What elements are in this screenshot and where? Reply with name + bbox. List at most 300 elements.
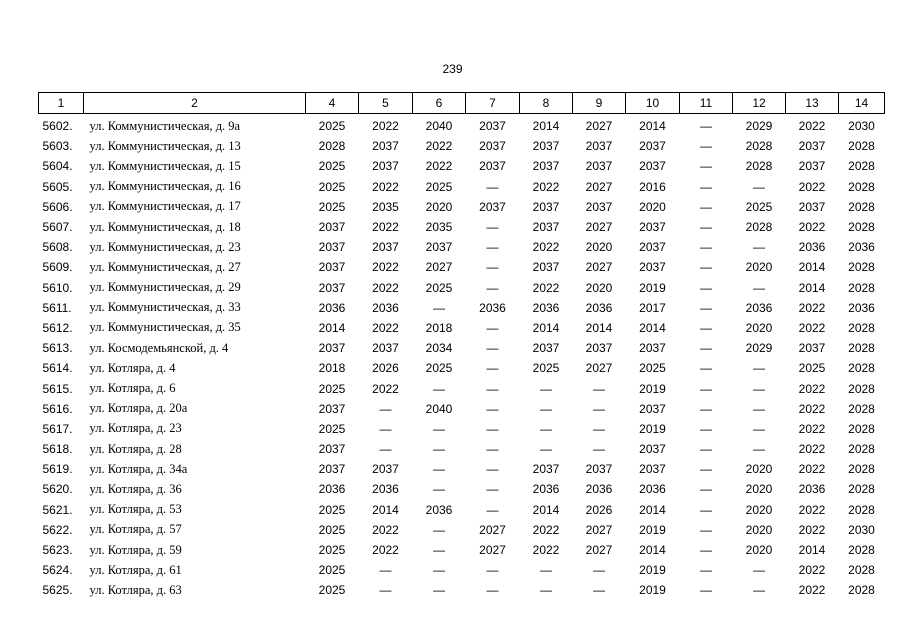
- year-cell: —: [486, 361, 499, 376]
- year-cell: 2037: [532, 260, 560, 275]
- year-cell: 2027: [479, 543, 506, 558]
- year-cell: 2037: [798, 159, 826, 174]
- year-cell: 2027: [425, 260, 453, 275]
- address-cell: ул. Коммунистическая, д. 27: [89, 259, 241, 274]
- column-header: 7: [466, 93, 520, 114]
- year-cell: —: [486, 280, 499, 295]
- year-cell: 2037: [639, 260, 666, 275]
- year-cell: 2026: [585, 502, 613, 517]
- year-cell: —: [753, 179, 765, 194]
- page-number: 239: [442, 62, 463, 76]
- address-cell: ул. Котляра, д. 28: [89, 441, 182, 456]
- year-cell: 2034: [425, 341, 453, 356]
- year-cell: 2022: [372, 381, 399, 396]
- year-cell: 2036: [372, 482, 399, 497]
- year-cell: —: [700, 260, 712, 275]
- year-cell: 2037: [532, 220, 560, 235]
- year-cell: 2036: [318, 300, 346, 315]
- year-cell: 2037: [532, 462, 560, 477]
- year-cell: 2028: [848, 260, 875, 275]
- year-cell: 2028: [848, 401, 875, 416]
- year-cell: 2037: [639, 462, 666, 477]
- year-cell: —: [700, 361, 712, 376]
- row-number: 5615.: [42, 381, 73, 396]
- row-number: 5625.: [42, 583, 73, 598]
- year-cell: —: [700, 583, 712, 598]
- row-number: 5613.: [42, 341, 73, 356]
- table-row: [39, 338, 885, 358]
- year-cell: 2022: [798, 563, 826, 578]
- address-cell: ул. Котляра, д. 4: [89, 360, 176, 375]
- year-cell: 2036: [585, 300, 613, 315]
- year-cell: 2022: [425, 139, 453, 154]
- year-cell: 2025: [425, 361, 453, 376]
- year-cell: 2019: [639, 563, 666, 578]
- table-row: [39, 500, 885, 520]
- year-cell: —: [433, 300, 445, 315]
- year-cell: —: [486, 240, 499, 255]
- year-cell: —: [700, 320, 712, 335]
- year-cell: 2014: [318, 320, 346, 335]
- year-cell: 2028: [848, 462, 875, 477]
- year-cell: 2037: [639, 442, 666, 457]
- year-cell: 2037: [639, 139, 666, 154]
- column-header: 8: [520, 93, 573, 114]
- year-cell: —: [700, 442, 712, 457]
- year-cell: 2020: [585, 240, 613, 255]
- address-cell: ул. Коммунистическая, д. 23: [89, 239, 241, 254]
- row-number: 5621.: [42, 502, 73, 517]
- year-cell: 2025: [425, 179, 453, 194]
- table-row: [39, 278, 885, 298]
- table-row: [39, 177, 885, 197]
- year-cell: 2022: [532, 240, 560, 255]
- year-cell: 2025: [318, 179, 346, 194]
- year-cell: —: [593, 563, 605, 578]
- year-cell: 2022: [532, 522, 560, 537]
- column-header: 12: [733, 93, 786, 114]
- year-cell: 2037: [372, 462, 399, 477]
- year-cell: 2020: [745, 462, 773, 477]
- year-cell: 2022: [372, 119, 399, 134]
- year-cell: 2025: [318, 421, 346, 436]
- year-cell: 2036: [848, 240, 875, 255]
- row-number: 5603.: [42, 139, 73, 154]
- table-row: [39, 540, 885, 560]
- row-number: 5607.: [42, 220, 73, 235]
- year-cell: 2028: [848, 159, 875, 174]
- table-row: [39, 419, 885, 439]
- year-cell: 2037: [532, 159, 560, 174]
- year-cell: 2018: [425, 320, 453, 335]
- year-cell: 2037: [798, 341, 826, 356]
- year-cell: —: [700, 522, 712, 537]
- column-header: 2: [84, 93, 306, 114]
- year-cell: 2037: [318, 220, 346, 235]
- year-cell: 2025: [745, 199, 773, 214]
- table-row: [39, 318, 885, 338]
- year-cell: 2022: [798, 522, 826, 537]
- year-cell: —: [700, 563, 712, 578]
- address-cell: ул. Котляра, д. 20а: [89, 401, 188, 416]
- year-cell: 2037: [318, 240, 346, 255]
- row-number: 5609.: [42, 260, 73, 275]
- address-cell: ул. Коммунистическая, д. 16: [89, 179, 241, 194]
- year-cell: 2022: [798, 320, 826, 335]
- year-cell: 2014: [798, 280, 826, 295]
- column-header: 6: [413, 93, 466, 114]
- year-cell: —: [700, 139, 712, 154]
- year-cell: 2036: [318, 482, 346, 497]
- table-row: [39, 520, 885, 540]
- year-cell: —: [540, 583, 552, 598]
- row-number: 5620.: [42, 482, 73, 497]
- address-cell: ул. Котляра, д. 63: [89, 582, 182, 597]
- year-cell: 2016: [639, 179, 666, 194]
- year-cell: —: [540, 381, 552, 396]
- year-cell: 2037: [479, 139, 506, 154]
- year-cell: 2037: [318, 462, 346, 477]
- table-row: [39, 136, 885, 156]
- year-cell: —: [753, 442, 765, 457]
- year-cell: —: [753, 381, 765, 396]
- year-cell: 2030: [848, 119, 875, 134]
- table-row: [39, 298, 885, 318]
- year-cell: 2028: [848, 320, 875, 335]
- year-cell: 2036: [479, 300, 506, 315]
- year-cell: 2027: [585, 179, 613, 194]
- year-cell: —: [433, 482, 445, 497]
- table-body: [39, 114, 885, 601]
- year-cell: 2025: [532, 361, 560, 376]
- year-cell: 2020: [745, 482, 773, 497]
- year-cell: 2019: [639, 280, 666, 295]
- year-cell: 2037: [639, 159, 666, 174]
- address-cell: ул. Котляра, д. 59: [89, 542, 182, 557]
- year-cell: 2029: [745, 119, 773, 134]
- year-cell: —: [753, 563, 765, 578]
- year-cell: —: [700, 240, 712, 255]
- year-cell: 2022: [532, 179, 560, 194]
- year-cell: —: [486, 502, 499, 517]
- year-cell: 2027: [585, 220, 613, 235]
- year-cell: 2027: [585, 260, 613, 275]
- row-number: 5614.: [42, 361, 73, 376]
- year-cell: 2037: [318, 280, 346, 295]
- year-cell: 2022: [798, 381, 826, 396]
- year-cell: 2025: [425, 280, 453, 295]
- year-cell: 2025: [318, 381, 346, 396]
- year-cell: —: [486, 563, 499, 578]
- year-cell: —: [700, 159, 712, 174]
- row-number: 5602.: [42, 119, 73, 134]
- year-cell: 2022: [372, 543, 399, 558]
- year-cell: 2025: [318, 119, 346, 134]
- year-cell: —: [753, 361, 765, 376]
- year-cell: 2028: [848, 280, 875, 295]
- year-cell: —: [486, 220, 499, 235]
- year-cell: 2040: [425, 119, 453, 134]
- year-cell: 2019: [639, 583, 666, 598]
- year-cell: 2022: [798, 119, 826, 134]
- year-cell: 2028: [848, 543, 875, 558]
- year-cell: 2037: [798, 139, 826, 154]
- year-cell: 2036: [848, 300, 875, 315]
- year-cell: 2020: [745, 320, 773, 335]
- year-cell: 2037: [372, 159, 399, 174]
- year-cell: 2037: [479, 159, 506, 174]
- year-cell: 2022: [532, 280, 560, 295]
- header-row: [39, 93, 885, 114]
- year-cell: —: [700, 381, 712, 396]
- year-cell: —: [433, 543, 445, 558]
- year-cell: 2017: [639, 300, 666, 315]
- year-cell: —: [700, 421, 712, 436]
- address-cell: ул. Коммунистическая, д. 18: [89, 219, 241, 234]
- table-row: [39, 459, 885, 479]
- year-cell: 2014: [798, 260, 826, 275]
- year-cell: —: [700, 119, 712, 134]
- year-cell: 2028: [848, 563, 875, 578]
- column-header: 13: [786, 93, 839, 114]
- year-cell: —: [753, 401, 765, 416]
- year-cell: 2014: [639, 320, 666, 335]
- year-cell: 2022: [372, 522, 399, 537]
- address-cell: ул. Коммунистическая, д. 9а: [89, 118, 241, 133]
- year-cell: 2028: [745, 220, 773, 235]
- year-cell: 2025: [318, 583, 346, 598]
- year-cell: 2019: [639, 522, 666, 537]
- year-cell: —: [433, 563, 445, 578]
- year-cell: 2022: [425, 159, 453, 174]
- year-cell: 2027: [585, 522, 613, 537]
- year-cell: 2040: [425, 401, 453, 416]
- table-row: [39, 114, 885, 137]
- address-cell: ул. Коммунистическая, д. 35: [89, 320, 241, 335]
- address-cell: ул. Котляра, д. 57: [89, 522, 182, 537]
- year-cell: 2022: [798, 179, 826, 194]
- year-cell: —: [700, 401, 712, 416]
- year-cell: 2028: [848, 199, 875, 214]
- row-number: 5619.: [42, 462, 73, 477]
- year-cell: 2037: [372, 139, 399, 154]
- year-cell: —: [700, 300, 712, 315]
- year-cell: 2020: [425, 199, 453, 214]
- year-cell: 2025: [639, 361, 666, 376]
- year-cell: 2028: [848, 220, 875, 235]
- year-cell: 2026: [372, 361, 399, 376]
- year-cell: 2022: [372, 260, 399, 275]
- year-cell: —: [433, 583, 445, 598]
- year-cell: 2022: [372, 220, 399, 235]
- row-number: 5605.: [42, 179, 73, 194]
- row-number: 5616.: [42, 401, 73, 416]
- year-cell: 2028: [848, 381, 875, 396]
- year-cell: —: [379, 583, 392, 598]
- year-cell: —: [700, 543, 712, 558]
- year-cell: 2022: [798, 583, 826, 598]
- year-cell: 2025: [318, 199, 346, 214]
- year-cell: —: [700, 220, 712, 235]
- year-cell: 2035: [372, 199, 399, 214]
- year-cell: 2022: [532, 543, 560, 558]
- year-cell: 2028: [848, 139, 875, 154]
- address-cell: ул. Котляра, д. 36: [89, 481, 182, 496]
- row-number: 5618.: [42, 442, 73, 457]
- year-cell: 2037: [639, 220, 666, 235]
- year-cell: 2027: [585, 543, 613, 558]
- year-cell: —: [700, 482, 712, 497]
- year-cell: 2020: [639, 199, 666, 214]
- year-cell: —: [540, 442, 552, 457]
- year-cell: —: [593, 381, 605, 396]
- year-cell: —: [486, 381, 499, 396]
- year-cell: 2014: [532, 119, 560, 134]
- year-cell: 2028: [848, 502, 875, 517]
- year-cell: —: [486, 320, 499, 335]
- year-cell: —: [700, 280, 712, 295]
- year-cell: 2037: [425, 240, 453, 255]
- year-cell: 2036: [532, 482, 560, 497]
- year-cell: —: [433, 522, 445, 537]
- address-cell: ул. Котляра, д. 61: [89, 562, 182, 577]
- row-number: 5623.: [42, 543, 73, 558]
- column-header: 14: [839, 93, 885, 114]
- year-cell: 2028: [848, 442, 875, 457]
- year-cell: 2025: [318, 159, 346, 174]
- row-number: 5611.: [42, 300, 72, 315]
- year-cell: —: [486, 462, 499, 477]
- address-cell: ул. Коммунистическая, д. 13: [89, 138, 241, 153]
- year-cell: 2036: [372, 300, 399, 315]
- year-cell: 2028: [848, 361, 875, 376]
- year-cell: —: [540, 421, 552, 436]
- year-cell: —: [540, 401, 552, 416]
- year-cell: 2037: [318, 260, 346, 275]
- year-cell: 2022: [798, 421, 826, 436]
- year-cell: 2037: [318, 401, 346, 416]
- year-cell: 2014: [372, 502, 399, 517]
- year-cell: 2020: [745, 502, 773, 517]
- year-cell: 2029: [745, 341, 773, 356]
- year-cell: 2037: [798, 199, 826, 214]
- year-cell: 2027: [585, 119, 613, 134]
- table-row: [39, 358, 885, 378]
- year-cell: 2020: [745, 522, 773, 537]
- year-cell: —: [379, 563, 392, 578]
- table-row: [39, 156, 885, 176]
- year-cell: 2037: [639, 240, 666, 255]
- table-row: [39, 399, 885, 419]
- year-cell: —: [700, 341, 712, 356]
- year-cell: —: [753, 240, 765, 255]
- year-cell: —: [486, 482, 499, 497]
- year-cell: 2037: [318, 442, 346, 457]
- year-cell: 2025: [798, 361, 826, 376]
- column-header: 4: [306, 93, 359, 114]
- year-cell: 2014: [798, 543, 826, 558]
- year-cell: 2022: [372, 179, 399, 194]
- table-row: [39, 439, 885, 459]
- year-cell: —: [433, 421, 445, 436]
- year-cell: 2036: [745, 300, 773, 315]
- year-cell: —: [486, 421, 499, 436]
- year-cell: 2037: [585, 341, 613, 356]
- year-cell: 2022: [798, 401, 826, 416]
- year-cell: 2014: [585, 320, 613, 335]
- year-cell: 2037: [585, 462, 613, 477]
- year-cell: —: [433, 442, 445, 457]
- year-cell: —: [593, 401, 605, 416]
- year-cell: —: [753, 583, 765, 598]
- year-cell: —: [486, 583, 499, 598]
- year-cell: 2025: [318, 563, 346, 578]
- address-cell: ул. Космодемьянской, д. 4: [89, 340, 229, 355]
- row-number: 5610.: [42, 280, 73, 295]
- row-number: 5604.: [42, 159, 73, 174]
- row-number: 5617.: [42, 421, 73, 436]
- row-number: 5608.: [42, 240, 73, 255]
- year-cell: —: [379, 442, 392, 457]
- year-cell: 2022: [798, 300, 826, 315]
- address-cell: ул. Коммунистическая, д. 15: [89, 158, 241, 173]
- year-cell: 2028: [745, 159, 773, 174]
- year-cell: 2025: [318, 543, 346, 558]
- table-row: [39, 257, 885, 277]
- year-cell: —: [433, 462, 445, 477]
- year-cell: 2037: [479, 119, 506, 134]
- year-cell: —: [486, 341, 499, 356]
- year-cell: 2037: [532, 199, 560, 214]
- year-cell: —: [753, 280, 765, 295]
- year-cell: 2020: [745, 260, 773, 275]
- year-cell: —: [540, 563, 552, 578]
- year-cell: 2014: [639, 543, 666, 558]
- year-cell: —: [700, 462, 712, 477]
- table-row: [39, 580, 885, 600]
- year-cell: 2028: [848, 482, 875, 497]
- year-cell: 2036: [798, 482, 826, 497]
- year-cell: 2036: [585, 482, 613, 497]
- year-cell: 2019: [639, 421, 666, 436]
- year-cell: 2037: [318, 341, 346, 356]
- column-header: 9: [573, 93, 626, 114]
- year-cell: 2037: [585, 199, 613, 214]
- year-cell: 2037: [372, 341, 399, 356]
- year-cell: —: [700, 502, 712, 517]
- year-cell: 2028: [848, 583, 875, 598]
- year-cell: —: [379, 401, 392, 416]
- year-cell: 2020: [585, 280, 613, 295]
- year-cell: 2028: [318, 139, 346, 154]
- year-cell: 2027: [479, 522, 506, 537]
- row-number: 5606.: [42, 199, 73, 214]
- year-cell: 2036: [532, 300, 560, 315]
- year-cell: —: [753, 421, 765, 436]
- year-cell: 2036: [425, 502, 453, 517]
- address-cell: ул. Котляра, д. 53: [89, 502, 182, 517]
- year-cell: 2028: [745, 139, 773, 154]
- year-cell: 2014: [532, 502, 560, 517]
- year-cell: —: [486, 401, 499, 416]
- address-cell: ул. Коммунистическая, д. 29: [89, 280, 241, 295]
- year-cell: 2025: [318, 502, 346, 517]
- year-cell: —: [486, 260, 499, 275]
- row-number: 5622.: [42, 522, 73, 537]
- year-cell: 2028: [848, 341, 875, 356]
- address-cell: ул. Котляра, д. 6: [89, 381, 176, 396]
- column-header: 1: [39, 93, 84, 114]
